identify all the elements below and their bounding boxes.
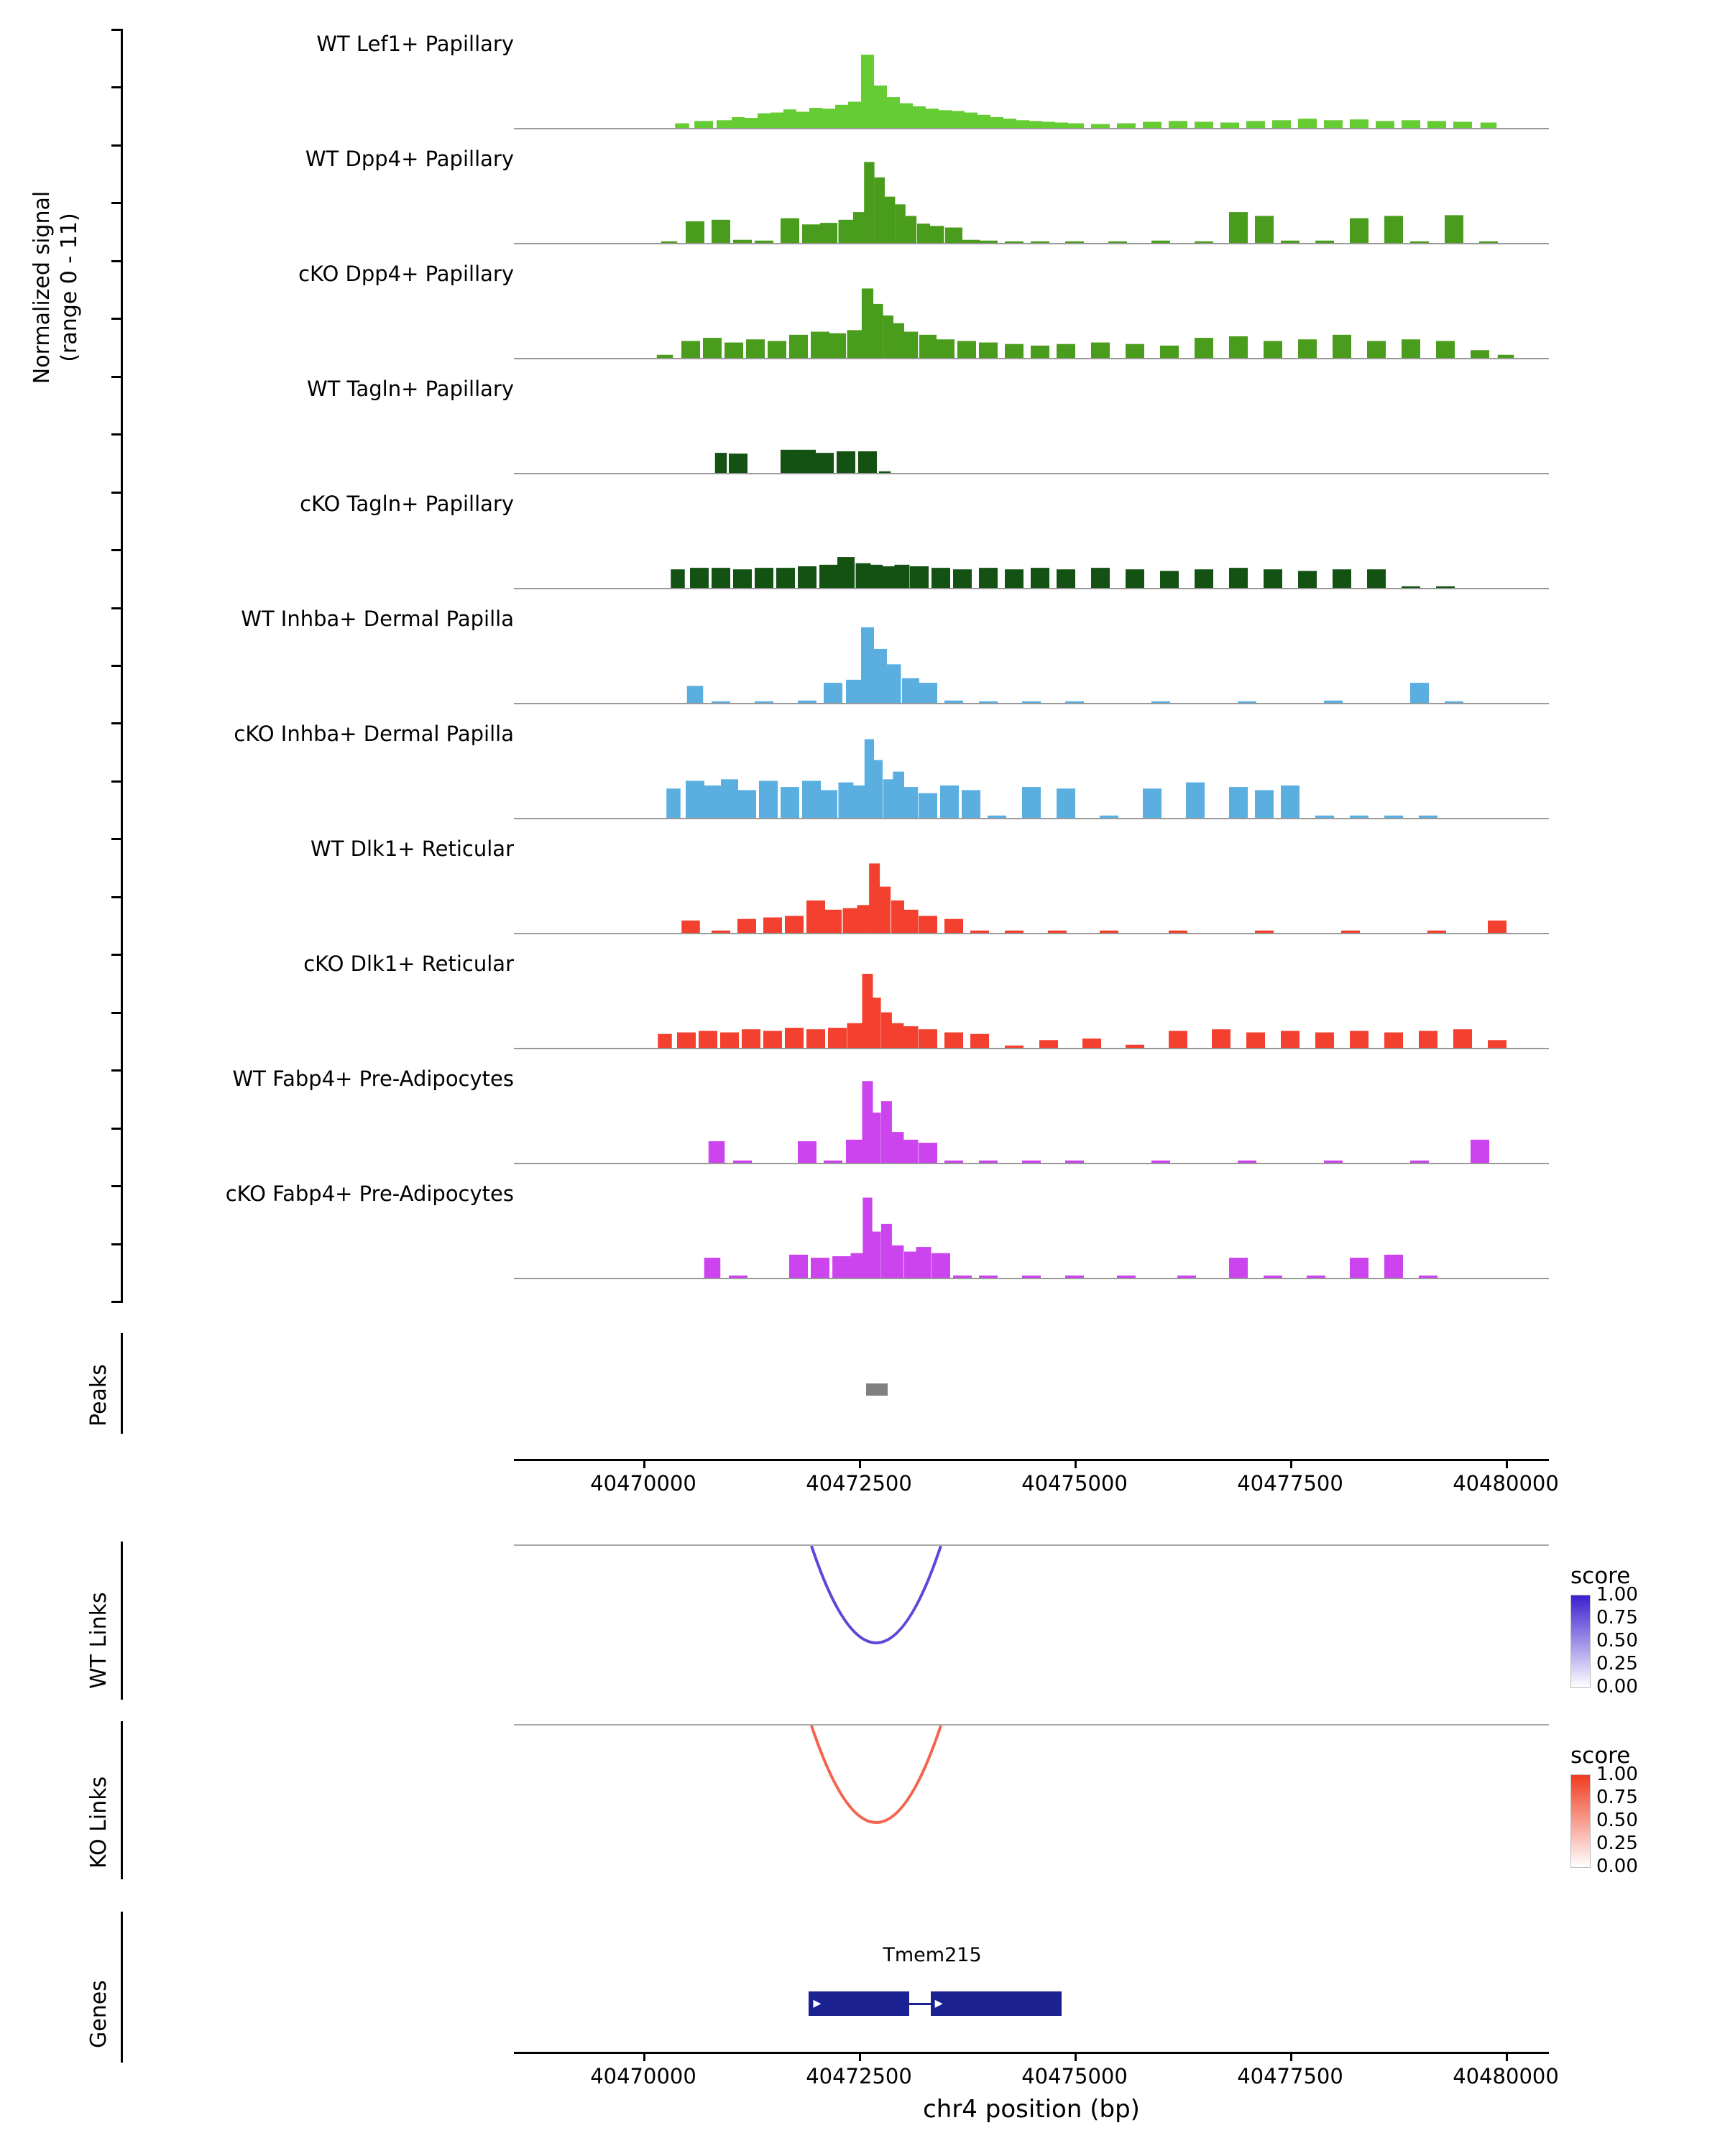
track-plot: [514, 618, 1549, 704]
track-signal-area: [514, 733, 1549, 818]
x-axis-bottom-line: [514, 2052, 1549, 2054]
ko-legend-colorbar: [1570, 1774, 1591, 1868]
signal-track: [0, 372, 1725, 479]
ko-links-spine: [121, 1721, 123, 1879]
track-plot: [514, 388, 1549, 474]
x-axis-tick: [643, 2052, 645, 2061]
ko-legend-title: score: [1570, 1743, 1631, 1769]
track-plot: [514, 1078, 1549, 1164]
x-axis-tick-label: 40477500: [1237, 1471, 1343, 1496]
track-signal-area: [514, 273, 1549, 358]
track-label: cKO Fabp4+ Pre-Adipocytes: [225, 1181, 514, 1206]
track-signal-area: [514, 1078, 1549, 1163]
gene-exon: [931, 1991, 1062, 2016]
track-baseline: [514, 818, 1549, 819]
x-axis-top-line: [514, 1459, 1549, 1461]
signal-track: [0, 487, 1725, 594]
x-axis-tick-label: 40480000: [1453, 2064, 1559, 2088]
track-plot: [514, 273, 1549, 359]
genes-plot: [514, 1904, 1549, 2048]
ko-links-panel: [0, 1714, 1725, 1886]
signal-track: [0, 142, 1725, 249]
ko-legend-ticklabels: [1596, 1764, 1704, 1877]
peaks-spine: [121, 1333, 123, 1434]
track-plot: [514, 1193, 1549, 1279]
ko-links-topline: [514, 1724, 1549, 1726]
track-plot: [514, 963, 1549, 1049]
wt-link-arc: [514, 1544, 1549, 1706]
track-baseline: [514, 1278, 1549, 1279]
x-axis-tick-label: 40470000: [590, 2064, 696, 2088]
x-axis-tick: [859, 2052, 861, 2061]
track-signal-area: [514, 963, 1549, 1048]
x-axis-tick-label: 40472500: [806, 2064, 912, 2088]
x-axis-tick-label: 40470000: [590, 1471, 696, 1496]
signal-track: [0, 1177, 1725, 1284]
x-axis-tick-label: 40472500: [806, 1471, 912, 1496]
track-plot: [514, 43, 1549, 129]
track-label: cKO Dlk1+ Reticular: [303, 952, 514, 976]
track-signal-area: [514, 503, 1549, 588]
legend-tick-label: 0.75: [1596, 1607, 1638, 1628]
ko-links-label: KO Links: [86, 1776, 111, 1869]
x-axis-tick: [1290, 1459, 1292, 1468]
x-axis-tick: [1075, 2052, 1077, 2061]
x-axis-bottom: [514, 2052, 1559, 2095]
x-axis-tick-label: 40480000: [1453, 1471, 1559, 1496]
legend-tick-label: 0.50: [1596, 1630, 1638, 1651]
signal-track: [0, 602, 1725, 709]
legend-tick-label: 0.25: [1596, 1833, 1638, 1854]
track-baseline: [514, 703, 1549, 704]
x-axis-title: chr4 position (bp): [923, 2095, 1140, 2124]
genes-panel: [0, 1904, 1725, 2070]
track-baseline: [514, 933, 1549, 934]
signal-track: [0, 257, 1725, 364]
track-baseline: [514, 588, 1549, 589]
x-axis-tick-label: 40475000: [1021, 2064, 1128, 2088]
x-axis-tick-label: 40477500: [1237, 2064, 1343, 2088]
wt-links-panel: [0, 1534, 1725, 1707]
track-plot: [514, 848, 1549, 934]
track-label: WT Dpp4+ Papillary: [305, 147, 514, 171]
track-baseline: [514, 358, 1549, 359]
ko-links-plot: [514, 1724, 1549, 1886]
track-label: WT Inhba+ Dermal Papilla: [241, 607, 514, 631]
track-baseline: [514, 473, 1549, 474]
link-arc-path: [811, 1546, 941, 1643]
wt-links-legend: [1570, 1563, 1725, 1697]
x-axis-tick: [1075, 1459, 1077, 1468]
track-baseline: [514, 1048, 1549, 1049]
track-label: cKO Tagln+ Papillary: [300, 492, 514, 516]
wt-links-label: WT Links: [86, 1592, 111, 1689]
peaks-plot: [514, 1326, 1549, 1441]
legend-tick-label: 0.00: [1596, 1856, 1638, 1877]
wt-legend-colorbar: [1570, 1595, 1591, 1688]
track-signal-area: [514, 848, 1549, 933]
track-plot: [514, 733, 1549, 819]
signal-track: [0, 27, 1725, 134]
link-arc-path: [811, 1726, 941, 1823]
gene-exon: [809, 1991, 908, 2016]
wt-links-topline: [514, 1544, 1549, 1546]
wt-legend-ticklabels: [1596, 1584, 1704, 1697]
peaks-panel: [0, 1326, 1725, 1441]
signal-track: [0, 717, 1725, 824]
ko-links-legend: [1570, 1743, 1725, 1877]
peaks-panel-label: Peaks: [86, 1364, 111, 1427]
x-axis-tick: [859, 1459, 861, 1468]
legend-tick-label: 0.75: [1596, 1787, 1638, 1808]
signal-track: [0, 1062, 1725, 1169]
ko-link-arc: [514, 1724, 1549, 1886]
y-axis-label-line1: Normalized signal: [29, 190, 55, 384]
legend-tick-label: 0.25: [1596, 1653, 1638, 1674]
legend-tick-label: 0.00: [1596, 1676, 1638, 1697]
track-signal-area: [514, 1193, 1549, 1278]
genes-panel-label: Genes: [86, 1980, 111, 2048]
x-axis-tick: [1506, 2052, 1508, 2061]
gene-label: Tmem215: [883, 1944, 982, 1966]
peak-region: [866, 1383, 888, 1396]
track-label: cKO Inhba+ Dermal Papilla: [234, 722, 514, 746]
legend-tick-label: 1.00: [1596, 1764, 1638, 1785]
track-baseline: [514, 128, 1549, 129]
legend-tick-label: 0.50: [1596, 1810, 1638, 1831]
track-label: cKO Dpp4+ Papillary: [298, 262, 514, 286]
x-axis-top: [514, 1459, 1559, 1502]
track-label: WT Fabp4+ Pre-Adipocytes: [232, 1067, 514, 1091]
x-axis-tick: [1290, 2052, 1292, 2061]
track-label: WT Lef1+ Papillary: [316, 32, 514, 56]
x-axis-tick: [1506, 1459, 1508, 1468]
wt-legend-title: score: [1570, 1563, 1631, 1589]
gene-strand-arrow-icon: ▸: [813, 1994, 822, 2012]
track-label: WT Tagln+ Papillary: [306, 377, 514, 401]
track-signal-area: [514, 43, 1549, 128]
wt-links-spine: [121, 1542, 123, 1700]
legend-tick-label: 1.00: [1596, 1584, 1638, 1606]
track-label: WT Dlk1+ Reticular: [310, 837, 514, 861]
track-signal-area: [514, 618, 1549, 703]
genes-spine: [121, 1912, 123, 2063]
signal-track: [0, 947, 1725, 1054]
track-plot: [514, 503, 1549, 589]
track-signal-area: [514, 158, 1549, 243]
signal-track: [0, 832, 1725, 939]
gene-strand-arrow-icon: ▸: [934, 1994, 943, 2012]
track-baseline: [514, 1163, 1549, 1164]
x-axis-tick-label: 40475000: [1021, 1471, 1128, 1496]
wt-links-plot: [514, 1544, 1549, 1706]
track-baseline: [514, 243, 1549, 244]
y-axis-label-line2: (range 0 - 11): [56, 213, 82, 362]
x-axis-tick: [643, 1459, 645, 1468]
signal-axis-tick: [111, 1301, 123, 1303]
track-plot: [514, 158, 1549, 244]
track-signal-area: [514, 388, 1549, 473]
